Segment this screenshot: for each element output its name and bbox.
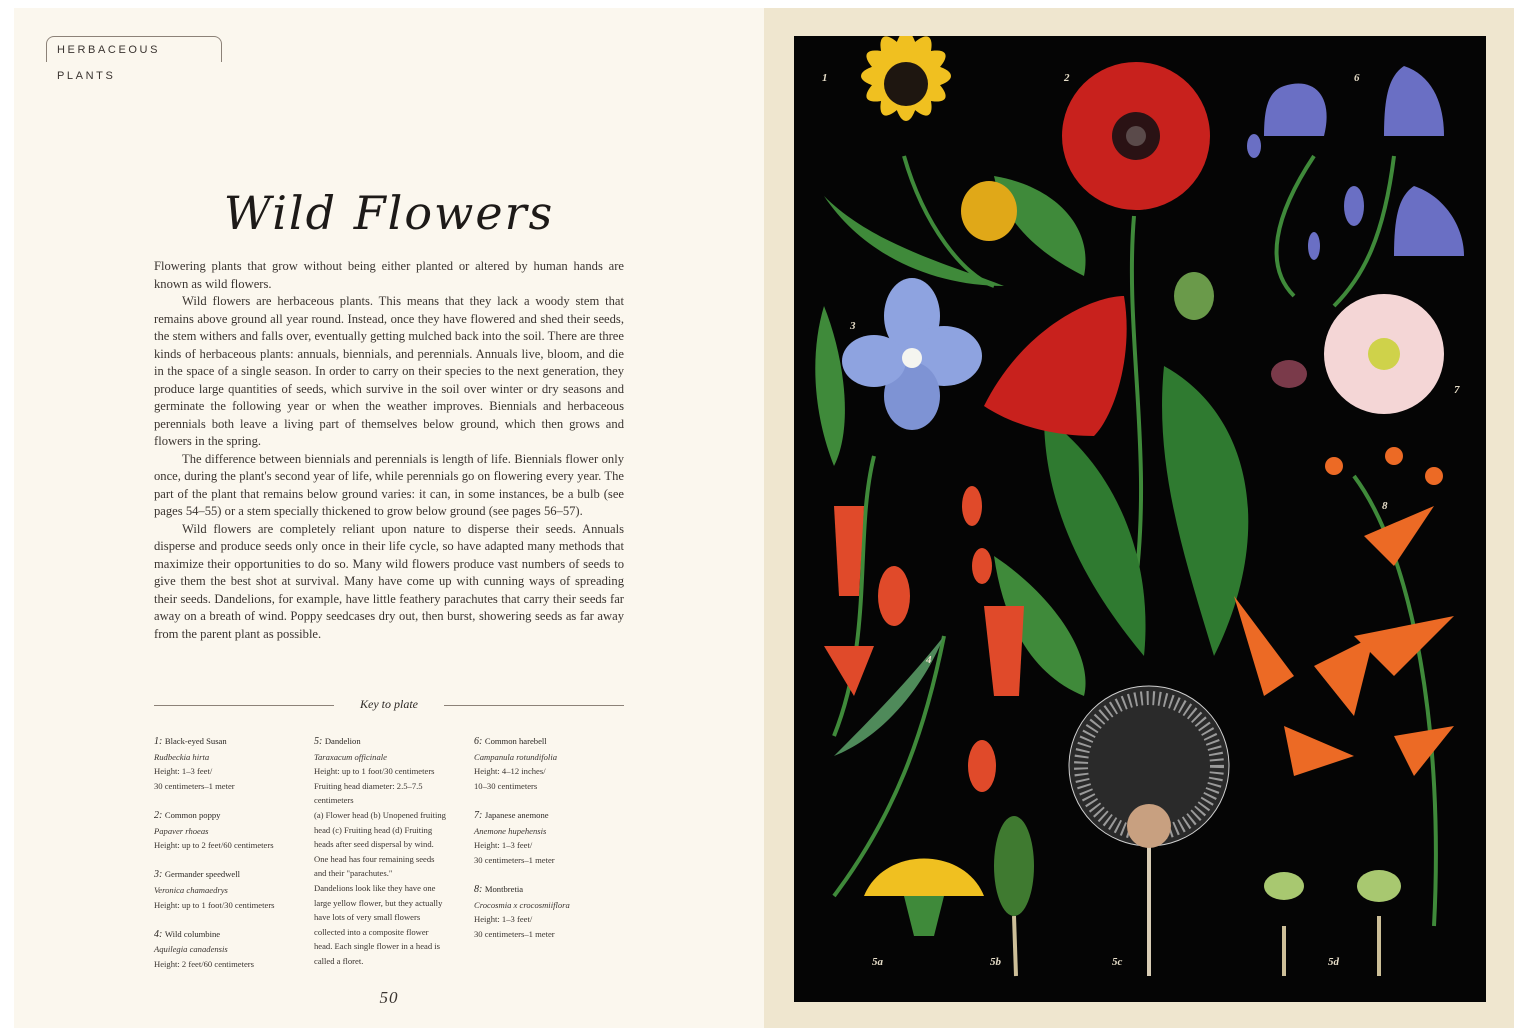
- key-entry-number: 8:: [474, 883, 485, 895]
- key-entry-heading: [154, 808, 306, 824]
- key-entry: [154, 808, 306, 853]
- key-entry-heading: [314, 734, 466, 750]
- crocosmia-illustration: [1234, 447, 1454, 776]
- key-entry-latin-name: Aquilegia canadensis: [154, 944, 228, 955]
- key-entry-detail: Height: 1–3 feet/: [154, 766, 213, 777]
- key-entry-number: 1:: [154, 736, 165, 747]
- key-column-3: [474, 734, 626, 956]
- key-entry-name: Common harebell: [484, 736, 547, 746]
- key-entry-latin-name: Campanula rotundifolia: [474, 751, 557, 762]
- key-entry-detail: and their "parachutes.": [314, 868, 393, 879]
- key-entry-latin-name: Anemone hupehensis: [474, 825, 547, 836]
- key-entry-number: 3:: [154, 869, 165, 881]
- key-entry-detail: (a) Flower head (b) Unopened fruiting: [314, 809, 446, 820]
- key-entry-number: 5:: [314, 736, 325, 747]
- key-entry-detail: centimeters: [314, 795, 354, 806]
- left-page: [14, 8, 764, 1028]
- plate-label: 7: [1454, 384, 1460, 396]
- plate-label: 8: [1382, 500, 1388, 512]
- key-entry-detail: 30 centimeters–1 meter: [474, 854, 555, 865]
- botanical-plate: [794, 36, 1486, 1002]
- plate-label: 5a: [872, 956, 883, 968]
- key-entry-detail: Height: 1–3 feet/: [474, 840, 533, 851]
- key-entry: [154, 927, 306, 972]
- key-entry-number: 7:: [474, 809, 485, 821]
- key-entry: [154, 734, 306, 793]
- key-entry-detail: Fruiting head diameter: 2.5–7.5: [314, 780, 423, 791]
- plate-label: 1: [822, 72, 828, 84]
- key-entry-number: 2:: [154, 809, 165, 821]
- key-entry-name: Japanese anemone: [484, 809, 549, 820]
- body-paragraph: The difference between biennials and perennials is length of life. Biennials flower only once, during the plant's second year of life, while perennials go on flowering every year. The part of the plant that remains below ground varies: it can, in some instances, be a bulb (see pages 54–55) or a stem specially thickened to grow below ground (see pages 56–57).: [154, 451, 624, 518]
- plate-label: 5d: [1328, 956, 1339, 968]
- body-paragraph: Flowering plants that grow without being either planted or altered by human hands are known as wild flowers.: [154, 259, 624, 291]
- key-title: Key to plate: [360, 697, 418, 711]
- speedwell-illustration: [842, 278, 982, 430]
- key-entry-detail: Height: 1–3 feet/: [474, 914, 533, 925]
- section-tab: HERBACEOUS PLANTS: [46, 36, 222, 62]
- anemone-illustration: [1271, 294, 1444, 414]
- key-entry-detail: Dandelions look like they have one: [314, 882, 436, 893]
- key-entry-latin-name: Taraxacum officinale: [314, 751, 387, 762]
- key-entry: [314, 734, 466, 969]
- key-entry-detail: large yellow flower, but they actually: [314, 897, 443, 908]
- key-entry-latin-name: Papaver rhoeas: [154, 825, 209, 836]
- key-entry-number: 6:: [474, 736, 485, 747]
- key-entry-detail: head. Each single flower in a head is: [314, 941, 440, 952]
- body-paragraph: Wild flowers are herbaceous plants. This means that they lack a woody stem that remains above ground all year round. Instead, once they have flowered and shed their seeds, the stem withers and falls over, eventually getting mulched back into the soil. There are three kinds of herbaceous plants: annuals, biennials, and perennials. Annuals live, bloom, and die in the space of a single season. In order to carry on their species to the next generation, they produce large quantities of seeds, which survive in the soil over winter or dry seasons and germinate the following year or when the weather improves. Biennials and herbaceous perennials both leave a living part of themselves below ground, which then grows and flowers in the spring.: [154, 294, 624, 448]
- key-column-2: [314, 734, 466, 983]
- dandelion-seedhead-illustration: [1069, 686, 1229, 848]
- key-entry-heading: [154, 927, 306, 943]
- plate-illustration: [794, 36, 1486, 1002]
- page-title: Wild Flowers: [223, 186, 555, 240]
- key-entry: [474, 734, 626, 793]
- right-page: [764, 8, 1514, 1028]
- key-entry-detail: Height: up to 1 foot/30 centimeters: [314, 766, 435, 777]
- key-entry-detail: heads after seed dispersal by wind.: [314, 839, 434, 850]
- key-divider-right: [444, 705, 624, 706]
- key-entry-detail: Height: 2 feet/60 centimeters: [154, 958, 254, 969]
- key-entry-name: Montbretia: [484, 883, 524, 894]
- key-entry-detail: Height: up to 1 foot/30 centimeters: [154, 899, 275, 910]
- key-entry-detail: 30 centimeters–1 meter: [474, 928, 555, 939]
- body-text: [154, 258, 624, 643]
- key-entry-detail: 30 centimeters–1 meter: [154, 780, 235, 791]
- key-entry-heading: [154, 867, 306, 883]
- key-entry: [474, 882, 626, 941]
- key-entry: [474, 808, 626, 867]
- fruiting-head-seeds-illustration: [1264, 872, 1304, 900]
- key-entry: [154, 867, 306, 912]
- key-column-1: [154, 734, 306, 986]
- plate-label: 4: [926, 654, 932, 666]
- key-entry-name: Black-eyed Susan: [164, 736, 227, 746]
- key-entry-name: Wild columbine: [164, 928, 221, 939]
- dandelion-flower-illustration: [864, 859, 984, 937]
- key-entry-heading: [474, 734, 626, 750]
- key-entry-heading: [154, 734, 306, 750]
- key-entry-latin-name: Veronica chamaedrys: [154, 884, 228, 895]
- key-entry-detail: head (c) Fruiting head (d) Fruiting: [314, 824, 433, 835]
- key-entry-detail: Height: up to 2 feet/60 centimeters: [154, 840, 274, 851]
- plate-label: 5b: [990, 956, 1001, 968]
- key-entry-name: Common poppy: [164, 809, 221, 820]
- key-entry-latin-name: Rudbeckia hirta: [154, 751, 210, 762]
- key-entry-heading: [474, 882, 626, 898]
- unopened-dandelion-illustration: [994, 816, 1034, 916]
- plate-label: 5c: [1112, 956, 1123, 968]
- body-paragraph: Wild flowers are completely reliant upon nature to disperse their seeds. Annuals disperse and produce seeds only once in their life cycle, so have adapted many methods that maximize their opportunities to do so. Many wild flowers produce vast numbers of seeds to give them the best shot at survival. Many have come up with cunning ways of spreading their seeds. Dandelions, for example, have little feathery parachutes that carry their seeds far away on a breath of wind. Poppy seedcases dry out, then burst, showering seeds as far away from the parent plant as possible.: [154, 521, 624, 641]
- key-entry-name: Germander speedwell: [164, 869, 241, 880]
- plate-label: 3: [850, 320, 856, 332]
- key-entry-number: 4:: [154, 928, 165, 940]
- key-entry-detail: called a floret.: [314, 955, 364, 966]
- key-entry-heading: [474, 808, 626, 824]
- black-eyed-susan-illustration: [860, 36, 1017, 241]
- key-entry-detail: One head has four remaining seeds: [314, 853, 435, 864]
- key-entry-latin-name: Crocosmia x crocosmiiflora: [474, 899, 570, 910]
- key-entry-name: Dandelion: [324, 736, 361, 746]
- fruiting-head-illustration: [1357, 870, 1401, 902]
- key-entry-detail: have lots of very small flowers: [314, 912, 421, 923]
- plate-label: 2: [1064, 72, 1070, 84]
- key-entry-detail: Height: 4–12 inches/: [474, 766, 546, 777]
- key-divider-left: [154, 705, 334, 706]
- book-spread: [14, 8, 1514, 1028]
- key-entry-detail: 10–30 centimeters: [474, 780, 538, 791]
- page-number: 50: [379, 988, 399, 1007]
- key-entry-detail: collected into a composite flower: [314, 926, 429, 937]
- plate-label: 6: [1354, 72, 1360, 84]
